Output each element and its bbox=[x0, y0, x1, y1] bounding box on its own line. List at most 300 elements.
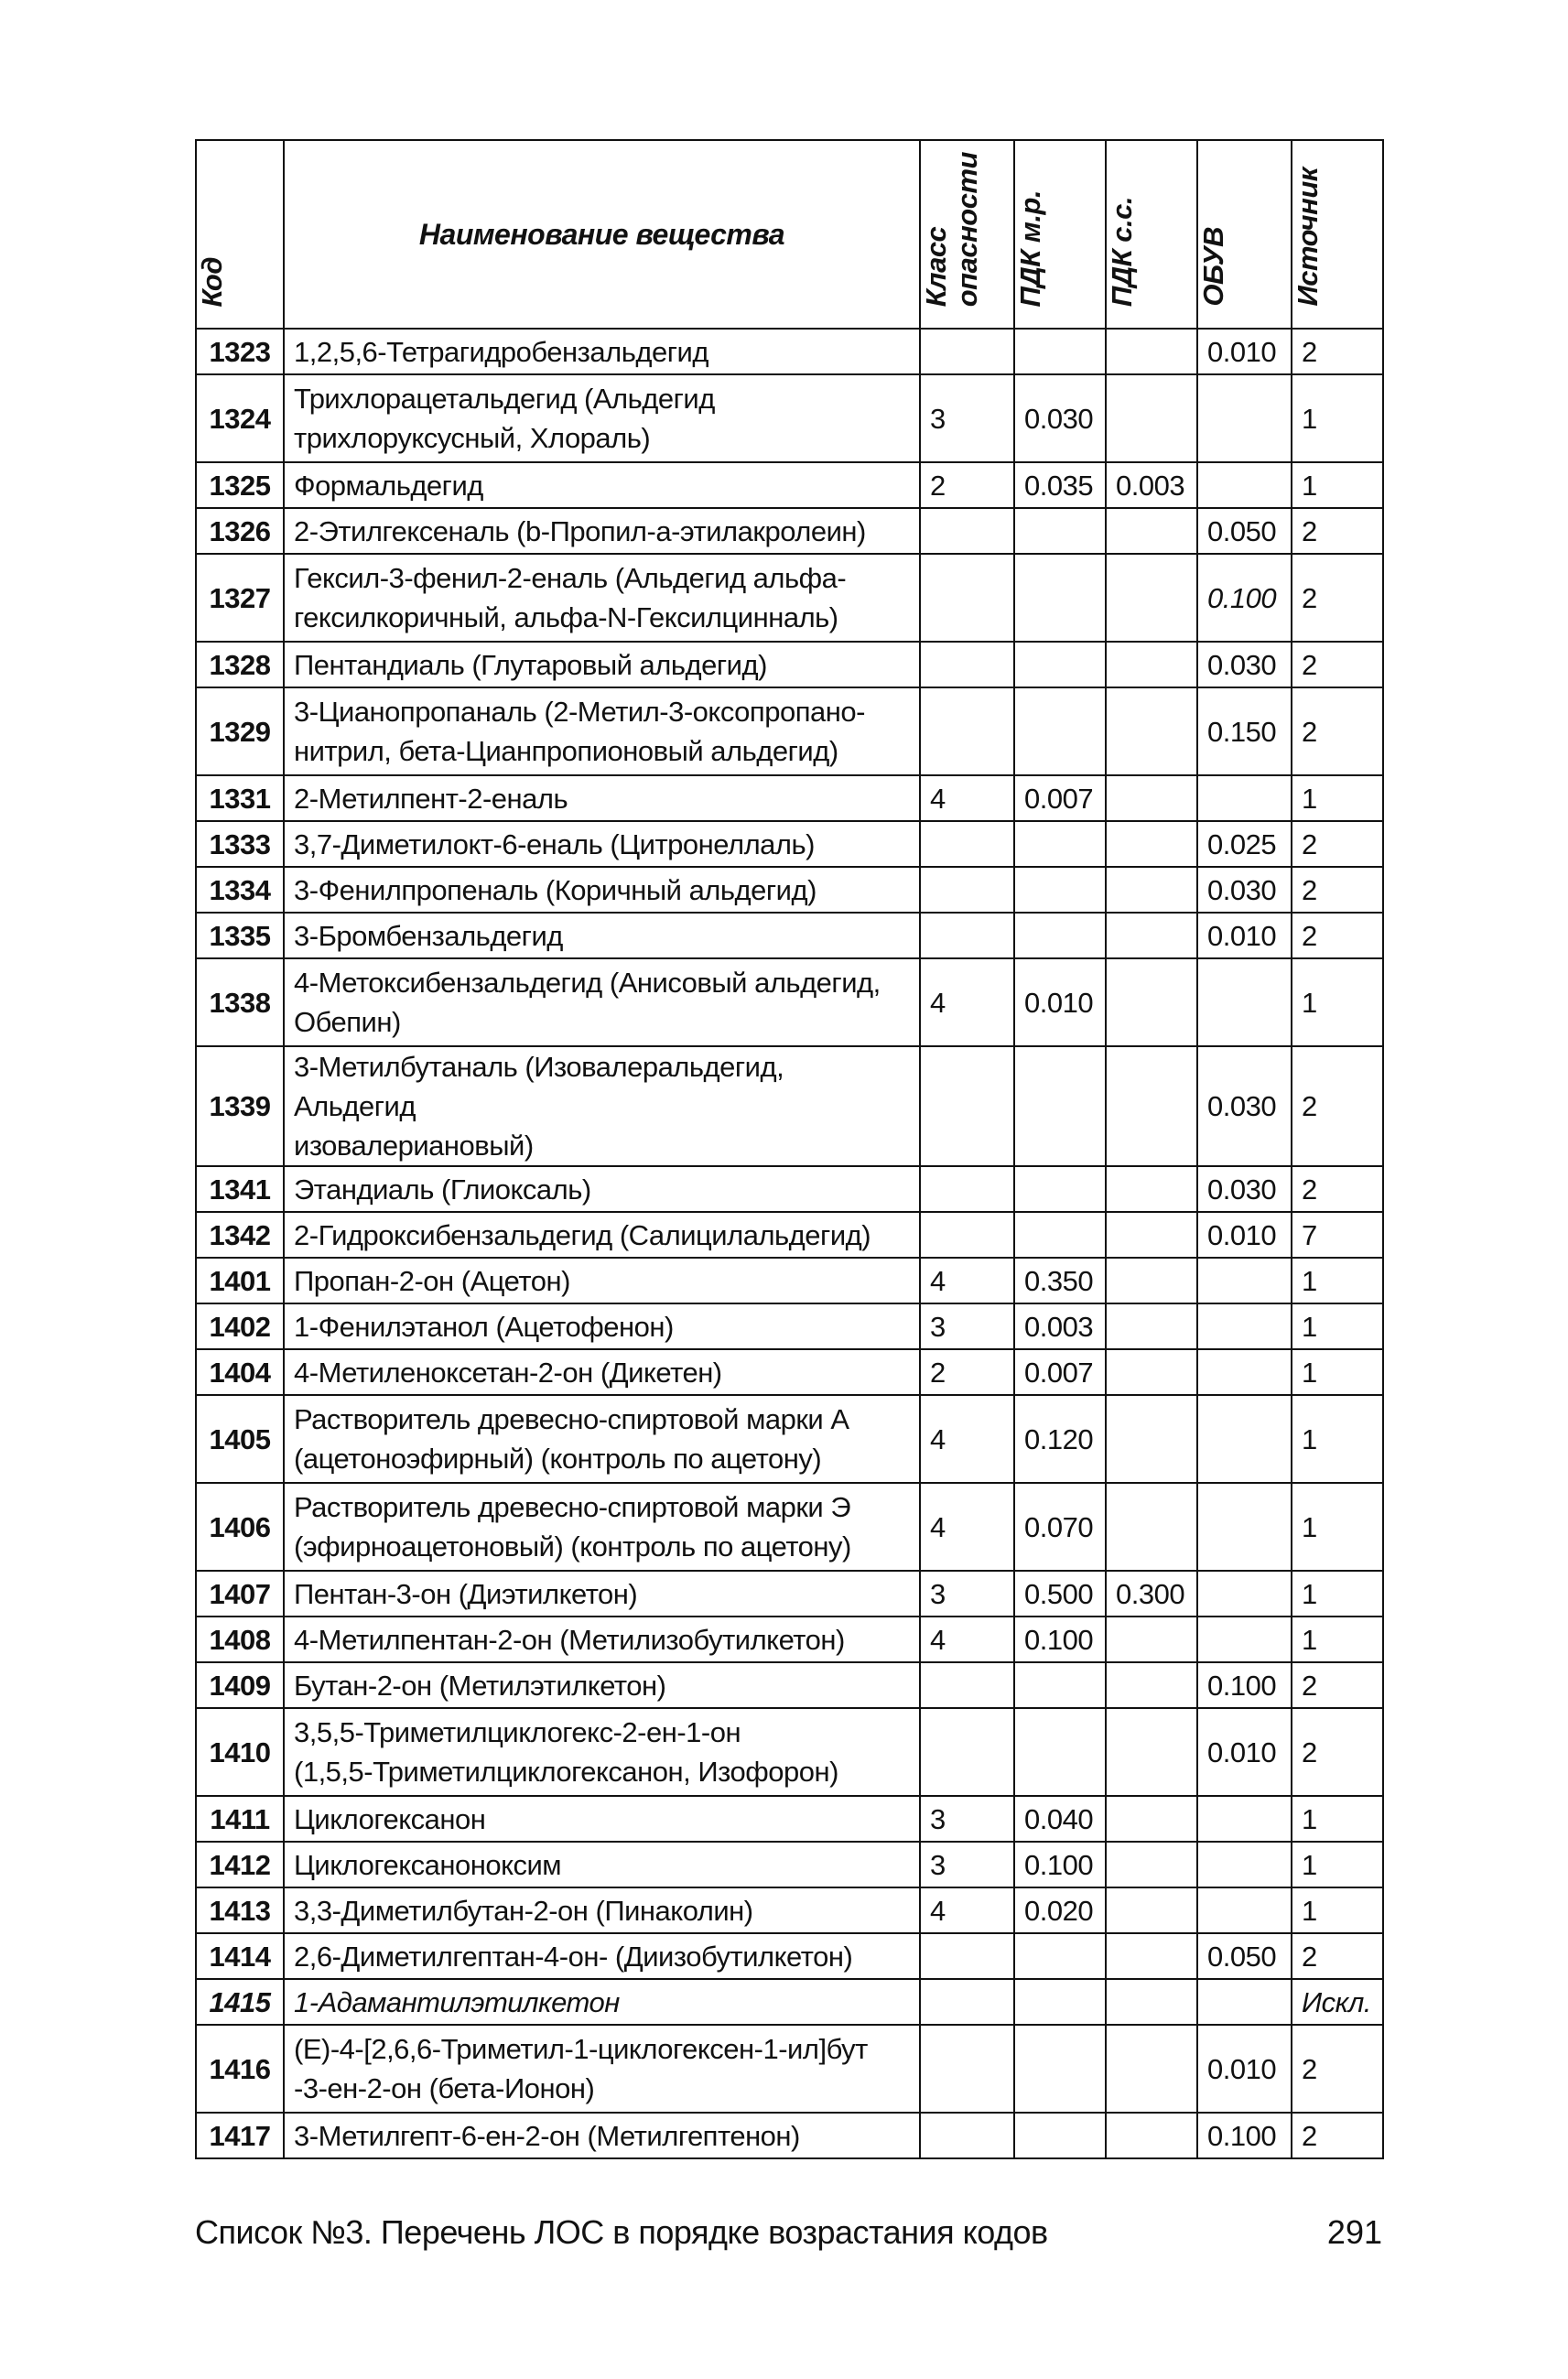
table-row bbox=[196, 1483, 1383, 1571]
cell-pdk-ss bbox=[1106, 1046, 1197, 1166]
cell-source: 1 bbox=[1292, 1887, 1383, 1933]
cell-name bbox=[284, 1395, 920, 1483]
cell-name bbox=[284, 1349, 920, 1395]
cell-name-line: 1,2,5,6-Тетрагидробензальдегид bbox=[294, 335, 708, 368]
cell-hazard-class: 2 bbox=[920, 462, 1014, 508]
cell-obuv: 0.100 bbox=[1197, 1662, 1292, 1708]
table-row bbox=[196, 1212, 1383, 1258]
cell-name-line: нитрил, бета-Цианпропионовый альдегид) bbox=[294, 735, 838, 767]
cell-source: 1 bbox=[1292, 1571, 1383, 1617]
cell-hazard-class bbox=[920, 554, 1014, 642]
cell-obuv bbox=[1197, 1483, 1292, 1571]
table-row bbox=[196, 1571, 1383, 1617]
cell-pdk-ss: 0.003 bbox=[1106, 462, 1197, 508]
cell-obuv bbox=[1197, 1979, 1292, 2025]
header-code bbox=[196, 140, 284, 329]
cell-obuv bbox=[1197, 374, 1292, 462]
cell-obuv bbox=[1197, 1349, 1292, 1395]
header-hazard-class bbox=[920, 140, 1014, 329]
cell-hazard-class bbox=[920, 1979, 1014, 2025]
cell-name bbox=[284, 821, 920, 867]
cell-hazard-class: 4 bbox=[920, 1483, 1014, 1571]
cell-pdk-ss bbox=[1106, 1933, 1197, 1979]
header-pdk-ss-label: ПДК с.с. bbox=[1106, 196, 1138, 307]
table-row bbox=[196, 1842, 1383, 1887]
cell-obuv bbox=[1197, 1617, 1292, 1662]
cell-pdk-ss bbox=[1106, 2025, 1197, 2113]
cell-code: 1401 bbox=[196, 1258, 284, 1303]
cell-name bbox=[284, 1483, 920, 1571]
cell-source: 2 bbox=[1292, 554, 1383, 642]
cell-pdk-ss bbox=[1106, 867, 1197, 913]
cell-obuv bbox=[1197, 1395, 1292, 1483]
cell-name-line: Пентан-3-он (Диэтилкетон) bbox=[294, 1577, 638, 1610]
cell-code: 1414 bbox=[196, 1933, 284, 1979]
cell-pdk-ss bbox=[1106, 1166, 1197, 1212]
cell-obuv: 0.025 bbox=[1197, 821, 1292, 867]
cell-pdk-mr bbox=[1014, 1046, 1106, 1166]
cell-name bbox=[284, 958, 920, 1046]
cell-hazard-class bbox=[920, 1212, 1014, 1258]
cell-pdk-mr bbox=[1014, 508, 1106, 554]
cell-pdk-mr bbox=[1014, 642, 1106, 687]
cell-source: 2 bbox=[1292, 913, 1383, 958]
cell-pdk-mr bbox=[1014, 1212, 1106, 1258]
cell-name bbox=[284, 508, 920, 554]
cell-pdk-ss bbox=[1106, 1483, 1197, 1571]
cell-pdk-mr: 0.007 bbox=[1014, 1349, 1106, 1395]
cell-pdk-ss bbox=[1106, 775, 1197, 821]
cell-name bbox=[284, 1166, 920, 1212]
cell-name bbox=[284, 1258, 920, 1303]
cell-hazard-class bbox=[920, 329, 1014, 374]
cell-pdk-ss bbox=[1106, 1887, 1197, 1933]
cell-code: 1406 bbox=[196, 1483, 284, 1571]
cell-hazard-class bbox=[920, 2113, 1014, 2158]
cell-code: 1325 bbox=[196, 462, 284, 508]
cell-pdk-mr: 0.350 bbox=[1014, 1258, 1106, 1303]
cell-pdk-ss bbox=[1106, 958, 1197, 1046]
cell-pdk-ss bbox=[1106, 1349, 1197, 1395]
cell-hazard-class: 4 bbox=[920, 1395, 1014, 1483]
cell-pdk-mr: 0.010 bbox=[1014, 958, 1106, 1046]
cell-code: 1334 bbox=[196, 867, 284, 913]
cell-source: 2 bbox=[1292, 687, 1383, 775]
header-code-label: Код bbox=[196, 256, 228, 307]
cell-name bbox=[284, 1887, 920, 1933]
header-pdk-mr bbox=[1014, 140, 1106, 329]
cell-code: 1335 bbox=[196, 913, 284, 958]
cell-code: 1405 bbox=[196, 1395, 284, 1483]
cell-hazard-class bbox=[920, 1046, 1014, 1166]
cell-pdk-mr bbox=[1014, 867, 1106, 913]
cell-name-line: 4-Метилпентан-2-он (Метилизобутилкетон) bbox=[294, 1623, 845, 1656]
cell-source: 1 bbox=[1292, 374, 1383, 462]
cell-obuv bbox=[1197, 1842, 1292, 1887]
cell-name-line: Обепин) bbox=[294, 1006, 401, 1038]
cell-code: 1411 bbox=[196, 1796, 284, 1842]
cell-code: 1333 bbox=[196, 821, 284, 867]
cell-hazard-class bbox=[920, 1662, 1014, 1708]
cell-name bbox=[284, 1842, 920, 1887]
cell-hazard-class bbox=[920, 1708, 1014, 1796]
cell-pdk-ss bbox=[1106, 1662, 1197, 1708]
page-number: 291 bbox=[1326, 2213, 1382, 2251]
cell-obuv: 0.010 bbox=[1197, 913, 1292, 958]
cell-name-line: Гексил-3-фенил-2-еналь (Альдегид альфа- bbox=[294, 562, 847, 594]
cell-obuv: 0.100 bbox=[1197, 554, 1292, 642]
cell-pdk-ss: 0.300 bbox=[1106, 1571, 1197, 1617]
cell-source: 1 bbox=[1292, 775, 1383, 821]
cell-name-line: Растворитель древесно-спиртовой марки А bbox=[294, 1403, 849, 1435]
cell-name bbox=[284, 329, 920, 374]
cell-hazard-class: 3 bbox=[920, 374, 1014, 462]
header-name: Наименование вещества bbox=[284, 140, 920, 329]
cell-hazard-class bbox=[920, 1933, 1014, 1979]
cell-pdk-ss bbox=[1106, 1842, 1197, 1887]
cell-name bbox=[284, 2113, 920, 2158]
cell-pdk-ss bbox=[1106, 913, 1197, 958]
cell-hazard-class: 2 bbox=[920, 1349, 1014, 1395]
cell-name bbox=[284, 1571, 920, 1617]
cell-hazard-class bbox=[920, 687, 1014, 775]
cell-name-line: 2,6-Диметилгептан-4-он- (Диизобутилкетон) bbox=[294, 1940, 853, 1973]
cell-hazard-class: 4 bbox=[920, 1887, 1014, 1933]
cell-name-line: 3-Метилгепт-6-ен-2-он (Метилгептенон) bbox=[294, 2119, 800, 2152]
cell-pdk-ss bbox=[1106, 687, 1197, 775]
cell-obuv bbox=[1197, 1258, 1292, 1303]
table-row bbox=[196, 958, 1383, 1046]
cell-source: 1 bbox=[1292, 462, 1383, 508]
header-hazard-class-label bbox=[921, 152, 983, 307]
cell-pdk-mr: 0.120 bbox=[1014, 1395, 1106, 1483]
cell-obuv: 0.010 bbox=[1197, 1708, 1292, 1796]
cell-obuv: 0.050 bbox=[1197, 1933, 1292, 1979]
cell-pdk-mr: 0.100 bbox=[1014, 1842, 1106, 1887]
cell-source: 2 bbox=[1292, 2113, 1383, 2158]
cell-pdk-ss bbox=[1106, 1212, 1197, 1258]
cell-code: 1328 bbox=[196, 642, 284, 687]
cell-name bbox=[284, 1303, 920, 1349]
cell-pdk-mr: 0.030 bbox=[1014, 374, 1106, 462]
cell-code: 1417 bbox=[196, 2113, 284, 2158]
cell-name-line: 3,5,5-Триметилциклогекс-2-ен-1-он bbox=[294, 1716, 741, 1748]
cell-obuv: 0.150 bbox=[1197, 687, 1292, 775]
cell-name bbox=[284, 374, 920, 462]
cell-code: 1341 bbox=[196, 1166, 284, 1212]
cell-name bbox=[284, 1662, 920, 1708]
header-hazard-line-2: опасности bbox=[951, 151, 983, 307]
table-row bbox=[196, 775, 1383, 821]
cell-obuv bbox=[1197, 775, 1292, 821]
cell-name bbox=[284, 1933, 920, 1979]
cell-hazard-class: 4 bbox=[920, 775, 1014, 821]
cell-name-line: (1,5,5-Триметилциклогексанон, Изофорон) bbox=[294, 1756, 838, 1788]
cell-source: 2 bbox=[1292, 1933, 1383, 1979]
cell-source: 2 bbox=[1292, 1662, 1383, 1708]
cell-code: 1416 bbox=[196, 2025, 284, 2113]
cell-obuv: 0.030 bbox=[1197, 1046, 1292, 1166]
cell-source: 2 bbox=[1292, 821, 1383, 867]
cell-name-line: Трихлорацетальдегид (Альдегид bbox=[294, 383, 715, 415]
cell-obuv bbox=[1197, 462, 1292, 508]
cell-source: 1 bbox=[1292, 958, 1383, 1046]
cell-name-line: Растворитель древесно-спиртовой марки Э bbox=[294, 1491, 851, 1523]
cell-obuv bbox=[1197, 1796, 1292, 1842]
cell-pdk-mr bbox=[1014, 1708, 1106, 1796]
cell-source: 2 bbox=[1292, 329, 1383, 374]
cell-hazard-class: 3 bbox=[920, 1842, 1014, 1887]
cell-name-line: гексилкоричный, альфа-N-Гексилцинналь) bbox=[294, 601, 838, 633]
cell-code: 1329 bbox=[196, 687, 284, 775]
cell-pdk-mr: 0.040 bbox=[1014, 1796, 1106, 1842]
cell-name-line: Пентандиаль (Глутаровый альдегид) bbox=[294, 648, 767, 681]
cell-obuv: 0.100 bbox=[1197, 2113, 1292, 2158]
cell-pdk-mr: 0.070 bbox=[1014, 1483, 1106, 1571]
cell-code: 1324 bbox=[196, 374, 284, 462]
cell-obuv bbox=[1197, 1887, 1292, 1933]
cell-obuv: 0.010 bbox=[1197, 2025, 1292, 2113]
cell-hazard-class: 4 bbox=[920, 1617, 1014, 1662]
table-row bbox=[196, 374, 1383, 462]
cell-obuv bbox=[1197, 1303, 1292, 1349]
cell-pdk-ss bbox=[1106, 374, 1197, 462]
header-pdk-ss bbox=[1106, 140, 1197, 329]
table-row bbox=[196, 2025, 1383, 2113]
cell-source: 2 bbox=[1292, 867, 1383, 913]
cell-code: 1409 bbox=[196, 1662, 284, 1708]
cell-hazard-class: 3 bbox=[920, 1796, 1014, 1842]
cell-obuv: 0.010 bbox=[1197, 1212, 1292, 1258]
cell-name-line: Пропан-2-он (Ацетон) bbox=[294, 1264, 570, 1297]
table-header-row bbox=[196, 140, 1383, 329]
cell-pdk-ss bbox=[1106, 1979, 1197, 2025]
cell-code: 1415 bbox=[196, 1979, 284, 2025]
cell-pdk-ss bbox=[1106, 329, 1197, 374]
cell-code: 1404 bbox=[196, 1349, 284, 1395]
table-row bbox=[196, 1887, 1383, 1933]
cell-name-line: (эфирноацетоновый) (контроль по ацетону) bbox=[294, 1530, 851, 1563]
table-row bbox=[196, 1395, 1383, 1483]
cell-pdk-ss bbox=[1106, 1708, 1197, 1796]
cell-name-line: 2-Метилпент-2-еналь bbox=[294, 782, 568, 815]
cell-name bbox=[284, 1617, 920, 1662]
cell-name bbox=[284, 1708, 920, 1796]
cell-pdk-ss bbox=[1106, 554, 1197, 642]
table-row bbox=[196, 1349, 1383, 1395]
table-row bbox=[196, 508, 1383, 554]
cell-name-line: Формальдегид bbox=[294, 469, 483, 502]
cell-pdk-mr: 0.020 bbox=[1014, 1887, 1106, 1933]
cell-name-line: 3,3-Диметилбутан-2-он (Пинаколин) bbox=[294, 1894, 753, 1927]
cell-pdk-ss bbox=[1106, 821, 1197, 867]
cell-obuv bbox=[1197, 1571, 1292, 1617]
cell-code: 1410 bbox=[196, 1708, 284, 1796]
cell-name-line: -3-ен-2-он (бета-Ионон) bbox=[294, 2072, 595, 2104]
cell-code: 1338 bbox=[196, 958, 284, 1046]
cell-name bbox=[284, 554, 920, 642]
cell-pdk-ss bbox=[1106, 1395, 1197, 1483]
cell-pdk-mr bbox=[1014, 2113, 1106, 2158]
cell-obuv: 0.050 bbox=[1197, 508, 1292, 554]
table-row bbox=[196, 1708, 1383, 1796]
cell-obuv: 0.030 bbox=[1197, 642, 1292, 687]
footer-caption: Список №3. Перечень ЛОС в порядке возрастания кодов bbox=[195, 2213, 1048, 2251]
cell-hazard-class bbox=[920, 821, 1014, 867]
cell-obuv bbox=[1197, 958, 1292, 1046]
cell-code: 1339 bbox=[196, 1046, 284, 1166]
cell-name-line: 2-Гидроксибензальдегид (Салицилальдегид) bbox=[294, 1218, 871, 1251]
cell-source: 2 bbox=[1292, 1708, 1383, 1796]
cell-name-line: (ацетоноэфирный) (контроль по ацетону) bbox=[294, 1443, 822, 1475]
cell-source: 1 bbox=[1292, 1617, 1383, 1662]
cell-hazard-class bbox=[920, 508, 1014, 554]
table-row bbox=[196, 1979, 1383, 2025]
cell-name-line: 1-Адамантилэтилкетон bbox=[294, 1985, 620, 2018]
cell-source: 1 bbox=[1292, 1842, 1383, 1887]
cell-source: 2 bbox=[1292, 2025, 1383, 2113]
cell-source: 2 bbox=[1292, 1166, 1383, 1212]
cell-code: 1413 bbox=[196, 1887, 284, 1933]
table-row bbox=[196, 687, 1383, 775]
cell-pdk-mr bbox=[1014, 1166, 1106, 1212]
table-row bbox=[196, 1617, 1383, 1662]
cell-source: 1 bbox=[1292, 1303, 1383, 1349]
cell-code: 1331 bbox=[196, 775, 284, 821]
cell-hazard-class bbox=[920, 642, 1014, 687]
header-obuv bbox=[1197, 140, 1292, 329]
cell-name bbox=[284, 1046, 920, 1166]
cell-obuv: 0.030 bbox=[1197, 1166, 1292, 1212]
cell-pdk-mr: 0.007 bbox=[1014, 775, 1106, 821]
cell-code: 1407 bbox=[196, 1571, 284, 1617]
cell-name-line: 3,7-Диметилокт-6-еналь (Цитронеллаль) bbox=[294, 827, 815, 860]
cell-name bbox=[284, 1212, 920, 1258]
cell-source: 1 bbox=[1292, 1258, 1383, 1303]
cell-name bbox=[284, 775, 920, 821]
cell-pdk-mr: 0.100 bbox=[1014, 1617, 1106, 1662]
cell-obuv: 0.010 bbox=[1197, 329, 1292, 374]
cell-code: 1327 bbox=[196, 554, 284, 642]
table-row bbox=[196, 1933, 1383, 1979]
cell-name-line: Циклогексанон bbox=[294, 1802, 486, 1835]
table-body bbox=[196, 329, 1383, 2158]
cell-source: 7 bbox=[1292, 1212, 1383, 1258]
cell-pdk-mr bbox=[1014, 554, 1106, 642]
cell-pdk-mr: 0.003 bbox=[1014, 1303, 1106, 1349]
cell-hazard-class: 4 bbox=[920, 1258, 1014, 1303]
cell-pdk-ss bbox=[1106, 1303, 1197, 1349]
table-row bbox=[196, 1303, 1383, 1349]
cell-name bbox=[284, 687, 920, 775]
header-source-label: Источник bbox=[1292, 168, 1324, 307]
table-row bbox=[196, 329, 1383, 374]
cell-hazard-class bbox=[920, 867, 1014, 913]
cell-pdk-mr bbox=[1014, 821, 1106, 867]
cell-name-line: 3-Фенилпропеналь (Коричный альдегид) bbox=[294, 873, 816, 906]
table-row bbox=[196, 867, 1383, 913]
cell-name-line: 3-Бромбензальдегид bbox=[294, 919, 563, 952]
cell-hazard-class: 4 bbox=[920, 958, 1014, 1046]
cell-name-line: 2-Этилгексеналь (b-Пропил-a-этилакролеин) bbox=[294, 514, 866, 547]
cell-pdk-ss bbox=[1106, 1617, 1197, 1662]
cell-pdk-mr bbox=[1014, 687, 1106, 775]
cell-pdk-ss bbox=[1106, 642, 1197, 687]
cell-name bbox=[284, 1796, 920, 1842]
cell-name-line: Бутан-2-он (Метилэтилкетон) bbox=[294, 1669, 666, 1702]
cell-source: 2 bbox=[1292, 1046, 1383, 1166]
cell-code: 1342 bbox=[196, 1212, 284, 1258]
cell-source: 1 bbox=[1292, 1796, 1383, 1842]
cell-pdk-ss bbox=[1106, 1796, 1197, 1842]
cell-source: 1 bbox=[1292, 1395, 1383, 1483]
cell-name-line: 3-Метилбутаналь (Изовалеральдегид, Альдегид bbox=[294, 1051, 784, 1122]
cell-source: 1 bbox=[1292, 1483, 1383, 1571]
cell-name bbox=[284, 2025, 920, 2113]
table-row bbox=[196, 1796, 1383, 1842]
cell-name bbox=[284, 1979, 920, 2025]
cell-source: 2 bbox=[1292, 642, 1383, 687]
cell-pdk-mr bbox=[1014, 913, 1106, 958]
cell-code: 1326 bbox=[196, 508, 284, 554]
cell-pdk-ss bbox=[1106, 2113, 1197, 2158]
cell-hazard-class bbox=[920, 913, 1014, 958]
cell-name-line: 4-Метоксибензальдегид (Анисовый альдегид, bbox=[294, 967, 881, 999]
cell-source: Искл. bbox=[1292, 1979, 1383, 2025]
table-row bbox=[196, 1046, 1383, 1166]
table-row bbox=[196, 642, 1383, 687]
header-obuv-label: ОБУВ bbox=[1197, 227, 1229, 307]
cell-hazard-class bbox=[920, 2025, 1014, 2113]
cell-name bbox=[284, 642, 920, 687]
cell-name-line: 1-Фенилэтанол (Ацетофенон) bbox=[294, 1310, 674, 1343]
header-hazard-line-1: Класс bbox=[920, 226, 952, 307]
cell-hazard-class: 3 bbox=[920, 1303, 1014, 1349]
cell-pdk-ss bbox=[1106, 1258, 1197, 1303]
table-row bbox=[196, 821, 1383, 867]
cell-name bbox=[284, 462, 920, 508]
table-row bbox=[196, 1166, 1383, 1212]
cell-pdk-mr bbox=[1014, 2025, 1106, 2113]
cell-pdk-ss bbox=[1106, 508, 1197, 554]
cell-code: 1412 bbox=[196, 1842, 284, 1887]
cell-name-line: Этандиаль (Глиоксаль) bbox=[294, 1173, 591, 1206]
table-row bbox=[196, 913, 1383, 958]
cell-pdk-mr bbox=[1014, 329, 1106, 374]
cell-pdk-mr: 0.500 bbox=[1014, 1571, 1106, 1617]
cell-code: 1408 bbox=[196, 1617, 284, 1662]
cell-name-line: изовалериановый) bbox=[294, 1130, 534, 1162]
cell-pdk-mr bbox=[1014, 1979, 1106, 2025]
cell-name-line: (E)-4-[2,6,6-Триметил-1-циклогексен-1-ил]бут bbox=[294, 2033, 868, 2065]
table-row bbox=[196, 1258, 1383, 1303]
cell-name-line: Циклогексаноноксим bbox=[294, 1848, 562, 1881]
table-row bbox=[196, 462, 1383, 508]
substances-table bbox=[195, 139, 1384, 2159]
table-row bbox=[196, 2113, 1383, 2158]
cell-pdk-mr bbox=[1014, 1933, 1106, 1979]
cell-source: 1 bbox=[1292, 1349, 1383, 1395]
cell-pdk-mr: 0.035 bbox=[1014, 462, 1106, 508]
cell-name-line: 4-Метиленоксетан-2-он (Дикетен) bbox=[294, 1356, 722, 1389]
cell-code: 1323 bbox=[196, 329, 284, 374]
cell-name-line: трихлоруксусный, Хлораль) bbox=[294, 422, 651, 454]
header-source bbox=[1292, 140, 1383, 329]
table-row bbox=[196, 1662, 1383, 1708]
table-row bbox=[196, 554, 1383, 642]
cell-obuv: 0.030 bbox=[1197, 867, 1292, 913]
cell-code: 1402 bbox=[196, 1303, 284, 1349]
